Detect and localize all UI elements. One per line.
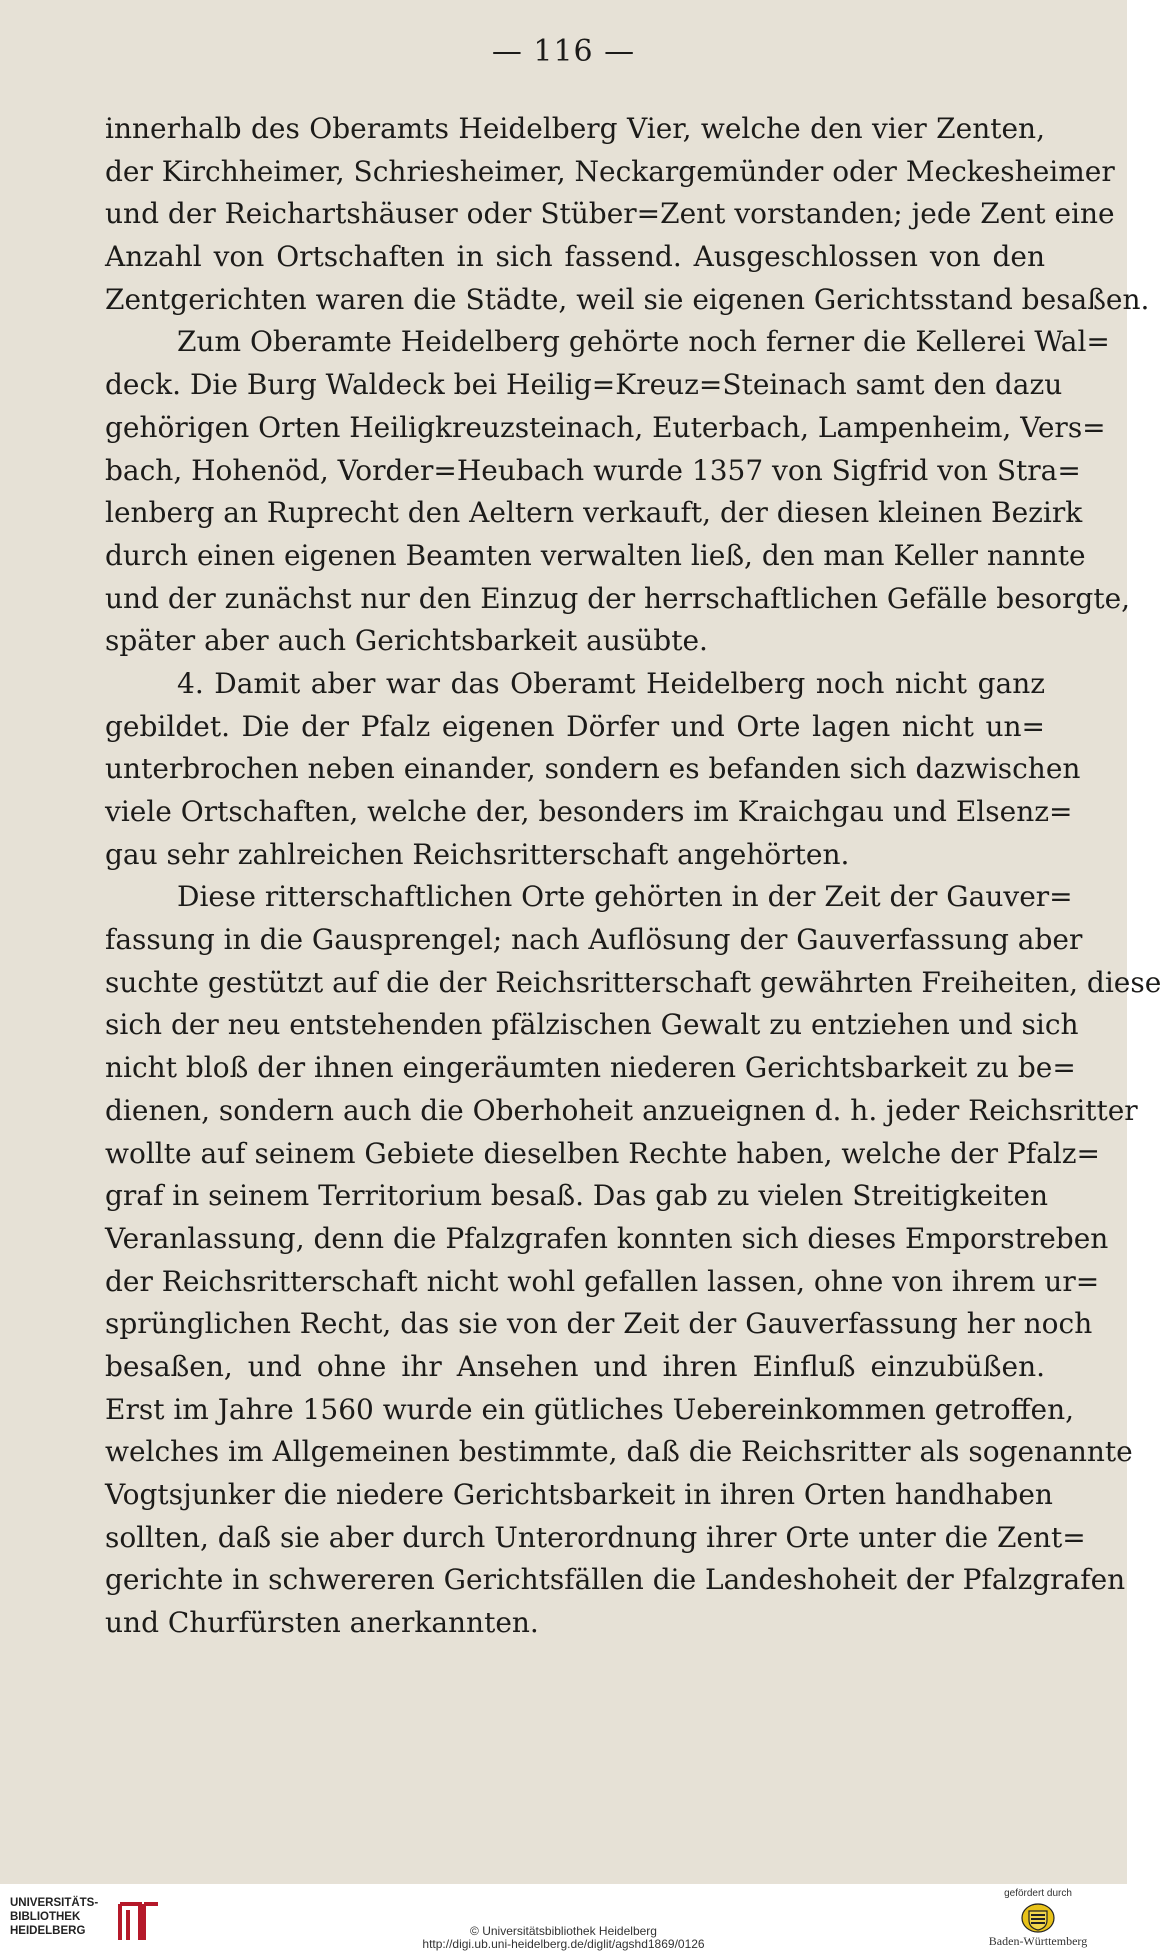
text-line: und der zunächst nur den Einzug der herrschaftlichen Gefälle besorgte, xyxy=(105,581,1131,615)
text-line: deck. Die Burg Waldeck bei Heilig=Kreuz=Steinach samt den dazu xyxy=(105,368,1063,402)
text-line: gebildet. Die der Pfalz eigenen Dörfer und Orte lagen nicht un= xyxy=(105,709,1045,743)
text-line: der Reichsritterschaft nicht wohl gefallen lassen, ohne von ihrem ur= xyxy=(105,1264,1100,1298)
text-line: 4. Damit aber war das Oberamt Heidelberg noch nicht ganz xyxy=(177,666,1045,700)
text-line: innerhalb des Oberamts Heidelberg Vier, welche den vier Zenten, xyxy=(105,112,1045,145)
text-line: Vogtsjunker die niedere Gerichtsbarkeit in ihren Orten handhaben xyxy=(105,1478,1053,1511)
text-line: Zentgerichten waren die Städte, weil sie eigenen Gerichtsstand besaßen. xyxy=(105,282,1150,316)
text-line: Diese ritterschaftlichen Orte gehörten in der Zeit der Gauver= xyxy=(177,880,1073,914)
text-line: suchte gestützt auf die der Reichsritterschaft gewährten Freiheiten, diese xyxy=(105,965,1161,999)
text-line: viele Ortschaften, welche der, besonders im Kraichgau und Elsenz= xyxy=(105,795,1073,828)
state-coat-of-arms-icon xyxy=(1021,1903,1055,1933)
permalink[interactable]: http://digi.ub.uni-heidelberg.de/diglit/agshd1869/0126 xyxy=(422,1937,705,1951)
text-line: gehörigen Orten Heiligkreuzsteinach, Euterbach, Lampenheim, Vers= xyxy=(105,410,1106,444)
page-number: — 116 — xyxy=(491,34,636,69)
text-line: Veranlassung, denn die Pfalzgrafen konnten sich dieses Emporstreben xyxy=(105,1221,1109,1255)
footer xyxy=(0,1884,1127,1954)
text-line: Erst im Jahre 1560 wurde ein gütliches Uebereinkommen getroffen, xyxy=(105,1392,1075,1426)
text-line: welches im Allgemeinen bestimmte, daß die Reichsritter als sogenannte xyxy=(105,1435,1133,1469)
text-line: gerichte in schwereren Gerichtsfällen die Landeshoheit der Pfalzgrafen xyxy=(105,1563,1126,1597)
text-line: unterbrochen neben einander, sondern es befanden sich dazwischen xyxy=(105,752,1081,786)
text-line: und Churfürsten anerkannten. xyxy=(105,1606,539,1640)
text-line: Anzahl von Ortschaften in sich fassend. Ausgeschlossen von den xyxy=(105,240,1045,274)
text-line: sich der neu entstehenden pfälzischen Gewalt zu entziehen und sich xyxy=(105,1008,1079,1042)
text-line: Zum Oberamte Heidelberg gehörte noch ferner die Kellerei Wal= xyxy=(177,325,1110,359)
text-line: später aber auch Gerichtsbarkeit ausübte. xyxy=(105,624,708,658)
text-line: gau sehr zahlreichen Reichsritterschaft angehörten. xyxy=(105,837,850,871)
text-line: und der Reichartshäuser oder Stüber=Zent vorstanden; jede Zent eine xyxy=(105,197,1115,231)
text-line: wollte auf seinem Gebiete dieselben Rechte haben, welche der Pfalz= xyxy=(105,1136,1100,1170)
copyright-notice: © Universitätsbibliothek Heidelberg http://digi.ub.uni-heidelberg.de/diglit/agshd1869/0126 xyxy=(0,1925,1127,1951)
text-line: nicht bloß der ihnen eingeräumten niederen Gerichtsbarkeit zu be= xyxy=(105,1051,1076,1085)
text-line: durch einen eigenen Beamten verwalten ließ, den man Keller nannte xyxy=(105,538,1086,572)
text-line: sollten, daß sie aber durch Unterordnung ihrer Orte unter die Zent= xyxy=(105,1520,1086,1554)
text-line: besaßen, und ohne ihr Ansehen und ihren Einfluß einzubüßen. xyxy=(105,1349,1045,1383)
text-line: sprünglichen Recht, das sie von der Zeit der Gauverfassung her noch xyxy=(105,1307,1093,1341)
text-line: graf in seinem Territorium besaß. Das gab zu vielen Streitigkeiten xyxy=(105,1179,1049,1213)
text-line: lenberg an Ruprecht den Aeltern verkauft, der diesen kleinen Bezirk xyxy=(105,496,1083,530)
library-name: UNIVERSITÄTS- BIBLIOTHEK HEIDELBERG xyxy=(10,1897,99,1937)
text-line: fassung in die Gausprengel; nach Auflösung der Gauverfassung aber xyxy=(105,923,1083,957)
text-line: der Kirchheimer, Schriesheimer, Neckargemünder oder Meckesheimer xyxy=(105,154,1115,188)
body-text xyxy=(105,108,1161,1645)
text-line: bach, Hohenöd, Vorder=Heubach wurde 1357 von Sigfrid von Stra= xyxy=(105,453,1081,487)
text-line: dienen, sondern auch die Oberhoheit anzueignen d. h. jeder Reichsritter xyxy=(105,1093,1138,1127)
sponsor-block: gefördert durch Baden-Württemberg xyxy=(988,1888,1088,1948)
